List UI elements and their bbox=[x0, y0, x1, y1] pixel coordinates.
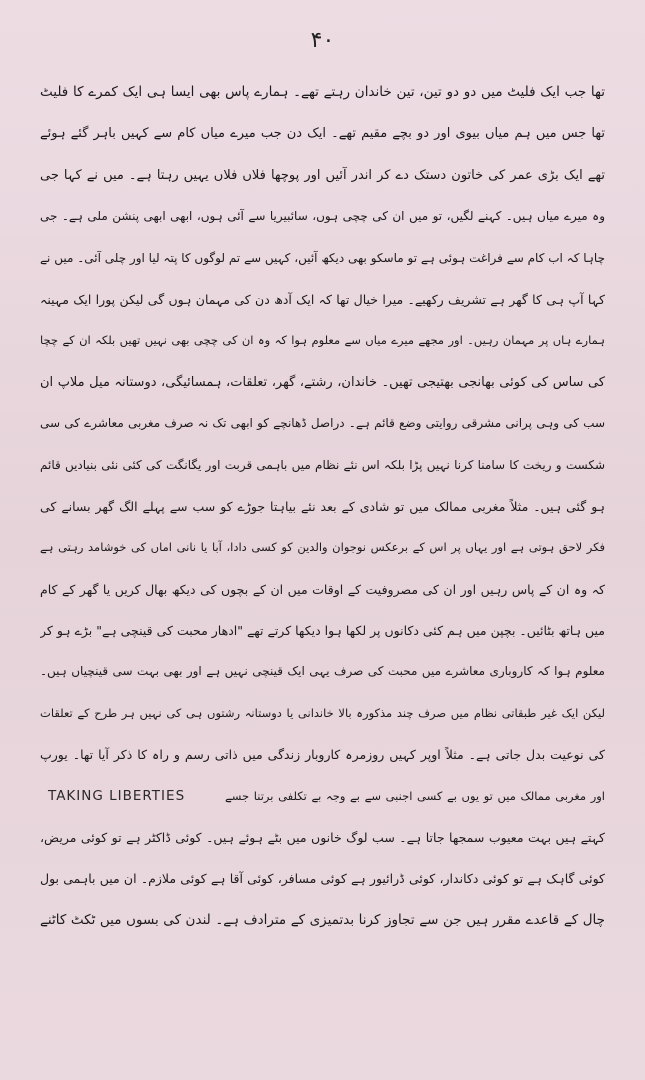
text-line-with-label bbox=[40, 776, 605, 817]
text-line: فکر لاحق ہوتی ہے اور یہاں پر اس کے برعکس نوجوان والدین کو کسی دادا، آبا یا نانی اماں کی خوشامد رہتی ہے bbox=[40, 540, 605, 555]
text-line: تھا جس میں ہم میاں بیوی اور دو بچے مقیم تھے۔ ایک دن جب میرے میاں کام سے کہیں باہر گئے ہوئے bbox=[40, 126, 605, 142]
text-line: کہا آپ ہی کا گھر ہے تشریف رکھیے۔ میرا خیال تھا کہ ایک آدھ دن کی مہمان ہوں گی لیکن پورا ایک مہینہ bbox=[40, 291, 605, 307]
text-line: لیکن ایک غیر طبقاتی نظام میں صرف چند مذکورہ بالا خاندانی یا دوستانہ رشتوں ہی کی نہیں ہر طرح کے تعلقات bbox=[40, 705, 605, 720]
page-number: ۴۰ bbox=[310, 28, 335, 53]
text-line: وہ میرے میاں ہیں۔ کہنے لگیں، تو میں ان کی چچی ہوں، سائبیریا سے آئی ہوں، ابھی ابھی پنشن ملی ہے۔ جی bbox=[40, 209, 605, 224]
text-line: کی نوعیت بدل جاتی ہے۔ مثلاً اوپر کہیں روزمرہ کاروبار زندگی میں ذاتی رسم و راہ کا ذکر آیا تھا۔ یورپ bbox=[40, 747, 605, 763]
english-phrase: TAKING LIBERTIES bbox=[48, 787, 186, 804]
text-line: اور مغربی ممالک میں تو یوں بے کسی اجنبی سے بے وجہ بے تکلفی برتنا جسے bbox=[225, 788, 605, 803]
text-line: کہ وہ ان کے پاس رہیں اور ان کی مصروفیت کے اوقات میں ان کے بچوں کی دیکھ بھال کریں یا گھر کے کام bbox=[40, 581, 605, 597]
text-line: تھا جب ایک فلیٹ میں دو دو تین، تین خاندان رہتے تھے۔ ہمارے پاس بھی ایسا ہی ایک کمرے کا فلیٹ bbox=[40, 84, 605, 100]
text-line: ہو گئی ہیں۔ مثلاً مغربی ممالک میں تو شادی کے بعد نئے بیاہتا جوڑے کو سب سے پہلے الگ گھر بسانے کی bbox=[40, 498, 605, 514]
body-text bbox=[40, 72, 605, 941]
text-line: کی ساس کی کوئی بھانجی بھتیجی تھیں۔ خاندان، رشتے، گھر، تعلقات، ہمسائیگی، دوستانہ میل ملاپ ان bbox=[40, 374, 605, 390]
text-line: کوئی گاہک ہے تو کوئی دکاندار، کوئی ڈرائیور ہے کوئی مسافر، کوئی آقا ہے کوئی ملازم۔ ان میں باہمی بول bbox=[40, 871, 605, 887]
text-line: میں ہاتھ بٹائیں۔ بچپن میں ہم کئی دکانوں پر لکھا ہوا دیکھا کرتے تھے "ادھار محبت کی قینچی ہے" بڑے ہو کر bbox=[40, 623, 605, 639]
text-line: چاہا کہ اب کام سے فراغت ہوئی ہے تو ماسکو بھی دیکھ آئیں، کہیں سے تم لوگوں کا پتہ لیا اور چلی آئی۔ میں نے bbox=[40, 250, 605, 265]
text-line: چال کے قاعدے مقرر ہیں جن سے تجاوز کرنا بدتمیزی کے مترادف ہے۔ لندن کی بسوں میں ٹکٹ کاٹنے bbox=[40, 911, 605, 928]
text-line: کہتے ہیں بہت معیوب سمجھا جاتا ہے۔ سب لوگ خانوں میں بٹے ہوئے ہیں۔ کوئی ڈاکٹر ہے تو کوئی مریض، bbox=[40, 830, 605, 846]
text-line: معلوم ہوا کہ کاروباری معاشرے میں محبت کی صرف یہی ایک قینچی نہیں ہے اور بھی بہت سی قینچیاں ہیں۔ bbox=[40, 664, 605, 679]
text-line: سب کی وہی پرانی مشرقی روایتی وضع قائم ہے۔ دراصل ڈھانچے کو ابھی تک نہ صرف مغربی معاشرے کی سی bbox=[40, 416, 605, 431]
text-line: شکست و ریخت کا سامنا کرنا نہیں پڑا بلکہ اس نئے نظام میں باہمی قربت اور یگانگت کی کئی نئی بنیادیں قائم bbox=[40, 457, 605, 472]
text-line: تھے ایک بڑی عمر کی خاتون دستک دے کر اندر آئیں اور پوچھا فلاں فلاں یہیں رہتا ہے۔ میں نے کہا جی bbox=[40, 167, 605, 183]
text-line: ہمارے ہاں پر مہمان رہیں۔ اور مجھے میرے میاں سے معلوم ہوا کہ وہ ان کی چچی بھی نہیں تھیں بلکہ ان کے چچا bbox=[40, 333, 605, 348]
